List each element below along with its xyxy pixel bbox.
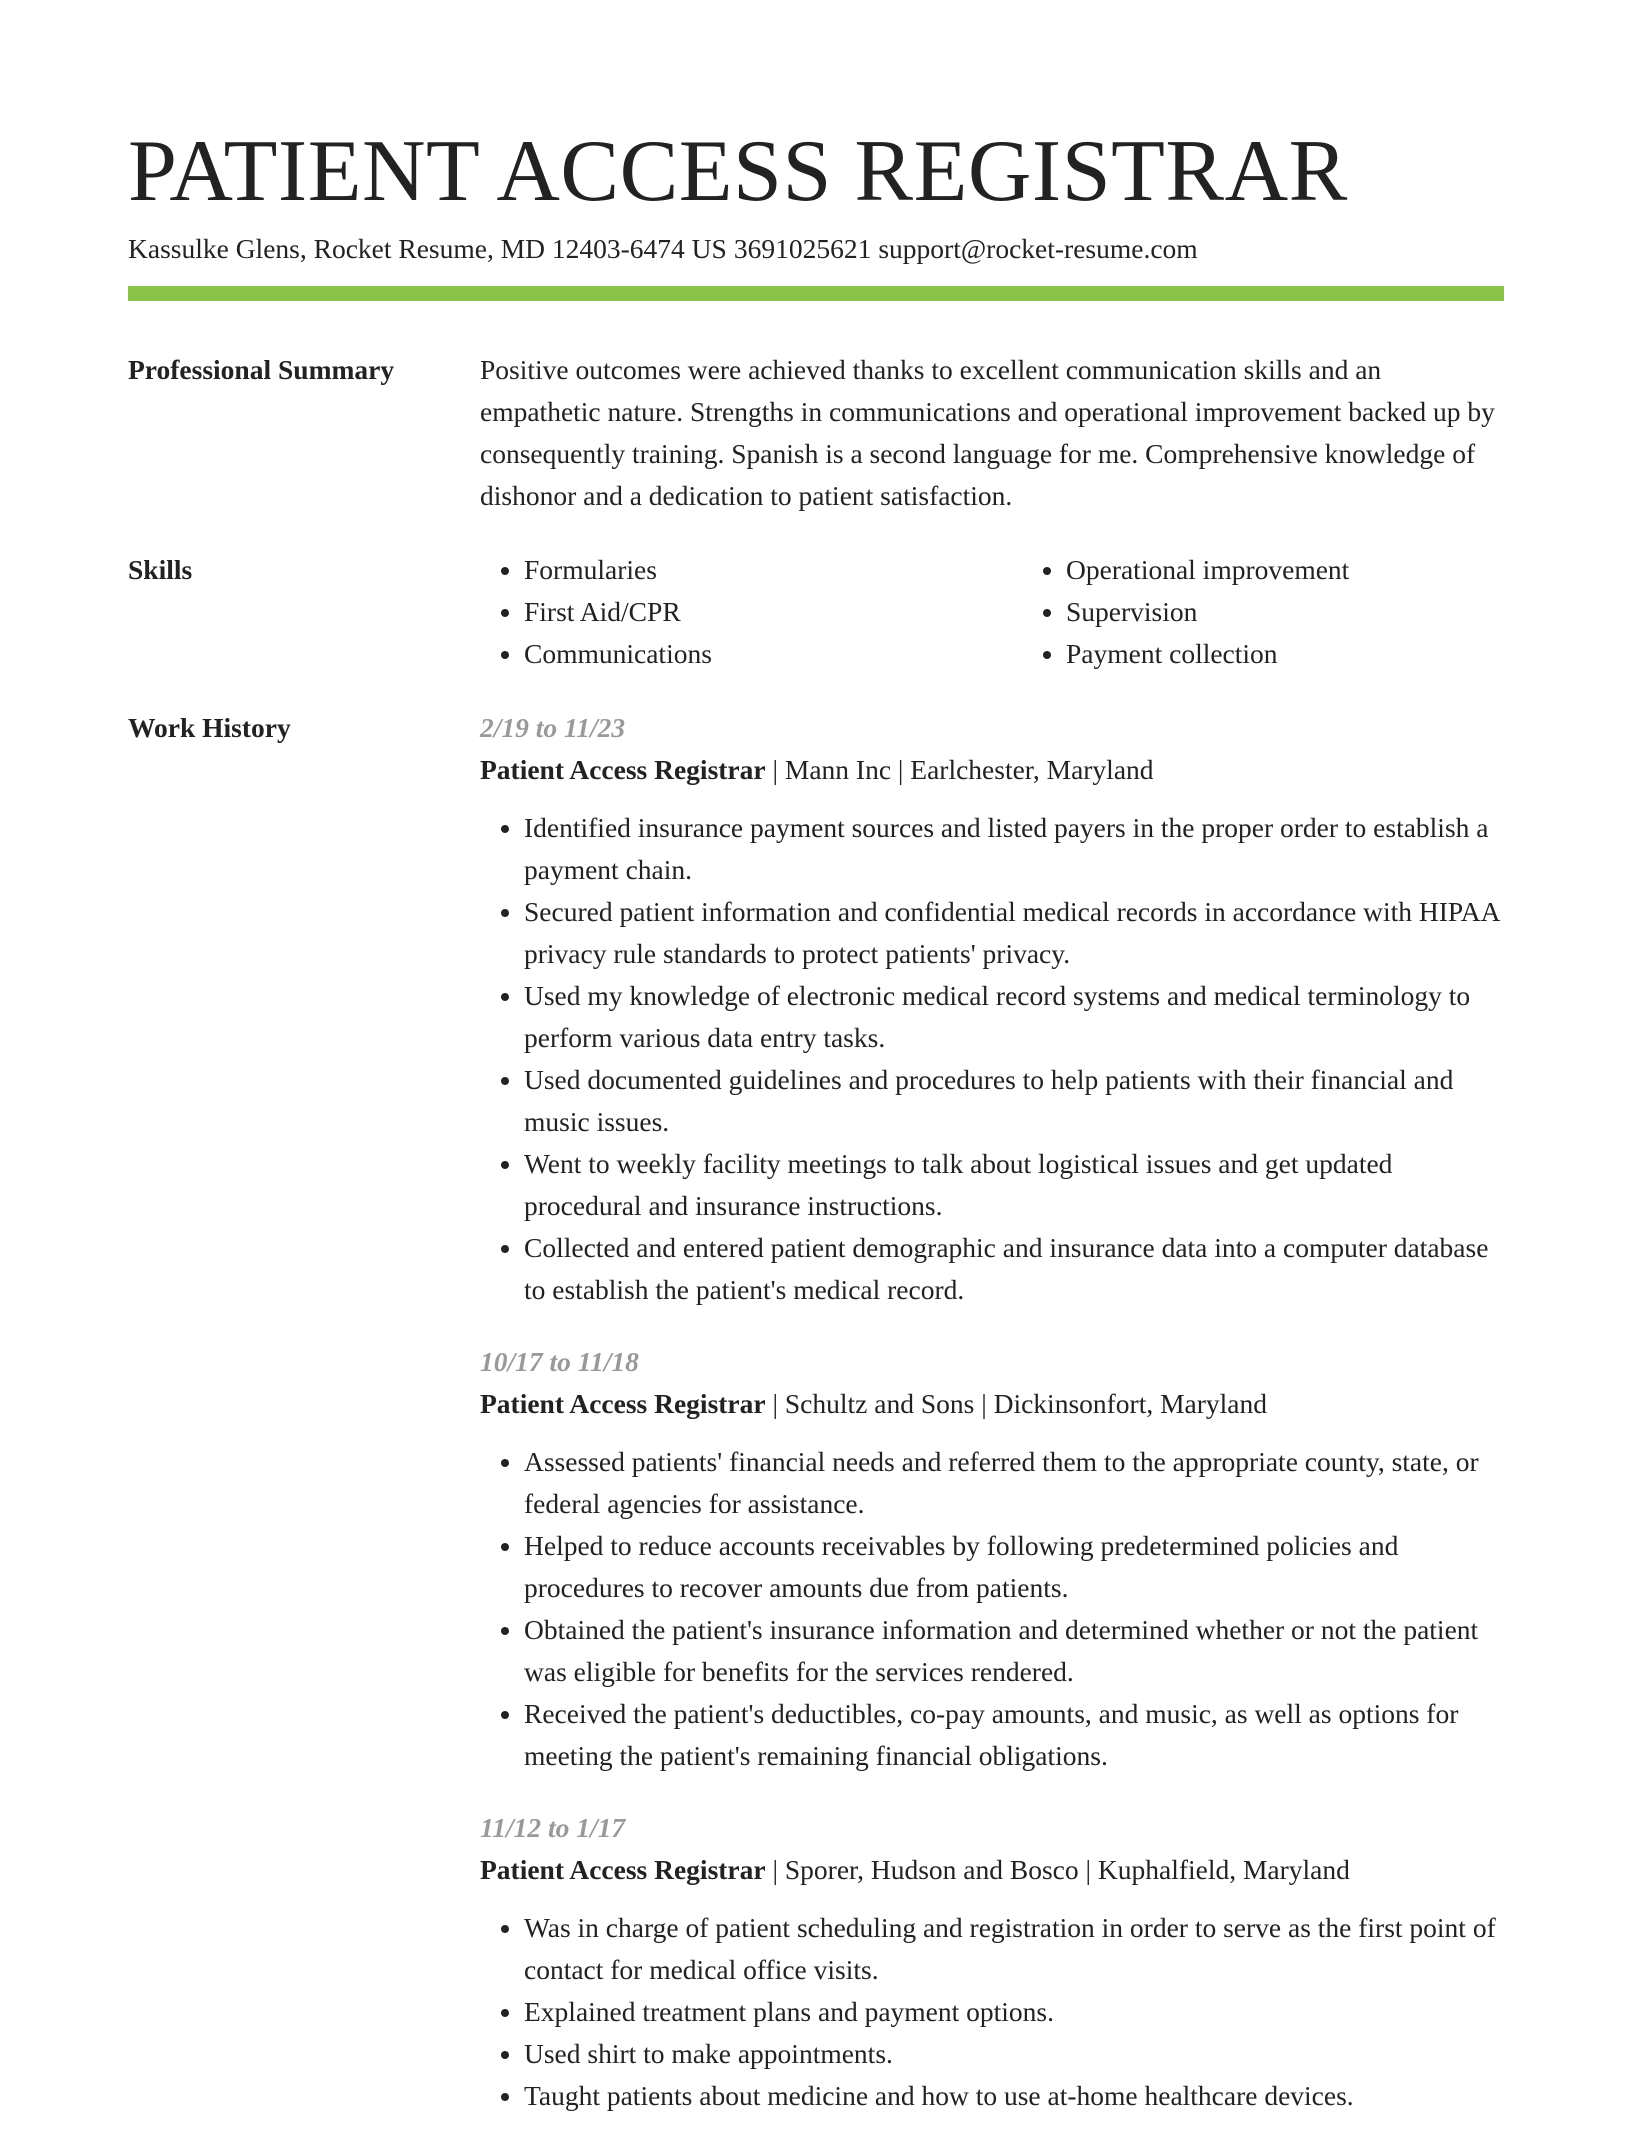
job-location: Kuphalfield, Maryland (1097, 1854, 1350, 1885)
skills-list-left (480, 549, 962, 675)
skill-item: • Communications (524, 633, 962, 675)
job-location: Earlchester, Maryland (910, 754, 1154, 785)
job-dates: 2/19 to 11/23 (480, 712, 626, 743)
job-title: Patient Access Registrar (480, 1854, 766, 1885)
job-entry (480, 1807, 1504, 2117)
job-heading: Patient Access Registrar | Sporer, Hudson and Bosco | Kuphalfield, Maryland (480, 1854, 1350, 1885)
job-bullet: • Was in charge of patient scheduling and registration in order to serve as the first point of contact for medical office visits. (524, 1907, 1504, 1991)
header-divider (128, 286, 1504, 301)
job-bullet: • Helped to reduce accounts receivables by following predetermined policies and procedures to recover amounts due from patients. (524, 1525, 1504, 1609)
summary-text: Positive outcomes were achieved thanks to excellent communication skills and an empathetic nature. Strengths in communications and operational improvement backed up by consequently training. Spanish is a second language for me. Comprehensive knowledge of dishonor and a dedication to patient satisfaction. (480, 354, 1495, 511)
skill-item: • Supervision (1066, 591, 1504, 633)
job-bullets (480, 807, 1504, 1311)
job-bullet: • Explained treatment plans and payment options. (524, 1991, 1504, 2033)
contact-phone: 3691025621 (733, 233, 872, 264)
contact-address: Kassulke Glens, Rocket Resume, MD 12403-6474 US (128, 233, 727, 264)
skills-list-right (1022, 549, 1504, 675)
job-title: Patient Access Registrar (480, 754, 766, 785)
skill-item: • First Aid/CPR (524, 591, 962, 633)
job-dates: 10/17 to 11/18 (480, 1346, 639, 1377)
summary-heading: Professional Summary (128, 354, 395, 385)
job-heading: Patient Access Registrar | Schultz and Sons | Dickinsonfort, Maryland (480, 1388, 1268, 1419)
job-company: Schultz and Sons (784, 1388, 975, 1419)
job-bullet: • Assessed patients' financial needs and referred them to the appropriate county, state, or federal agencies for assistance. (524, 1441, 1504, 1525)
job-bullet: • Identified insurance payment sources and listed payers in the proper order to establish a payment chain. (524, 807, 1504, 891)
work-history-heading: Work History (128, 712, 291, 743)
job-location: Dickinsonfort, Maryland (993, 1388, 1268, 1419)
job-company: Sporer, Hudson and Bosco (784, 1854, 1079, 1885)
job-bullet: • Used shirt to make appointments. (524, 2033, 1504, 2075)
contact-line (128, 230, 1198, 268)
skill-item: • Formularies (524, 549, 962, 591)
job-bullet: • Used documented guidelines and procedures to help patients with their financial and music issues. (524, 1059, 1504, 1143)
job-entry (480, 1341, 1504, 1777)
contact-email: support@rocket-resume.com (878, 233, 1198, 264)
skills-body (480, 549, 1504, 675)
job-title: Patient Access Registrar (480, 1388, 766, 1419)
job-bullet: • Obtained the patient's insurance information and determined whether or not the patient was eligible for benefits for the services rendered. (524, 1609, 1504, 1693)
skill-item: • Operational improvement (1066, 549, 1504, 591)
job-entry (480, 707, 1504, 1311)
job-dates: 11/12 to 1/17 (480, 1812, 626, 1843)
job-bullets (480, 1441, 1504, 1777)
job-bullet: • Went to weekly facility meetings to talk about logistical issues and get updated procedural and insurance instructions. (524, 1143, 1504, 1227)
job-bullet: • Secured patient information and confidential medical records in accordance with HIPAA privacy rule standards to protect patients' privacy. (524, 891, 1504, 975)
job-bullet: • Used my knowledge of electronic medical record systems and medical terminology to perform various data entry tasks. (524, 975, 1504, 1059)
candidate-name: PATIENT ACCESS REGISTRAR (128, 123, 1348, 220)
job-bullet: • Taught patients about medicine and how to use at-home healthcare devices. (524, 2075, 1504, 2117)
job-heading: Patient Access Registrar | Mann Inc | Earlchester, Maryland (480, 754, 1154, 785)
skills-grid (480, 549, 1504, 675)
job-bullet: • Received the patient's deductibles, co-pay amounts, and music, as well as options for meeting the patient's remaining financial obligations. (524, 1693, 1504, 1777)
work-history-body (480, 707, 1504, 2147)
job-bullet: • Collected and entered patient demographic and insurance data into a computer database to establish the patient's medical record. (524, 1227, 1504, 1311)
summary-body (480, 349, 1504, 517)
skills-heading: Skills (128, 554, 193, 585)
job-company: Mann Inc (784, 754, 892, 785)
job-bullets (480, 1907, 1504, 2117)
skill-item: • Payment collection (1066, 633, 1504, 675)
